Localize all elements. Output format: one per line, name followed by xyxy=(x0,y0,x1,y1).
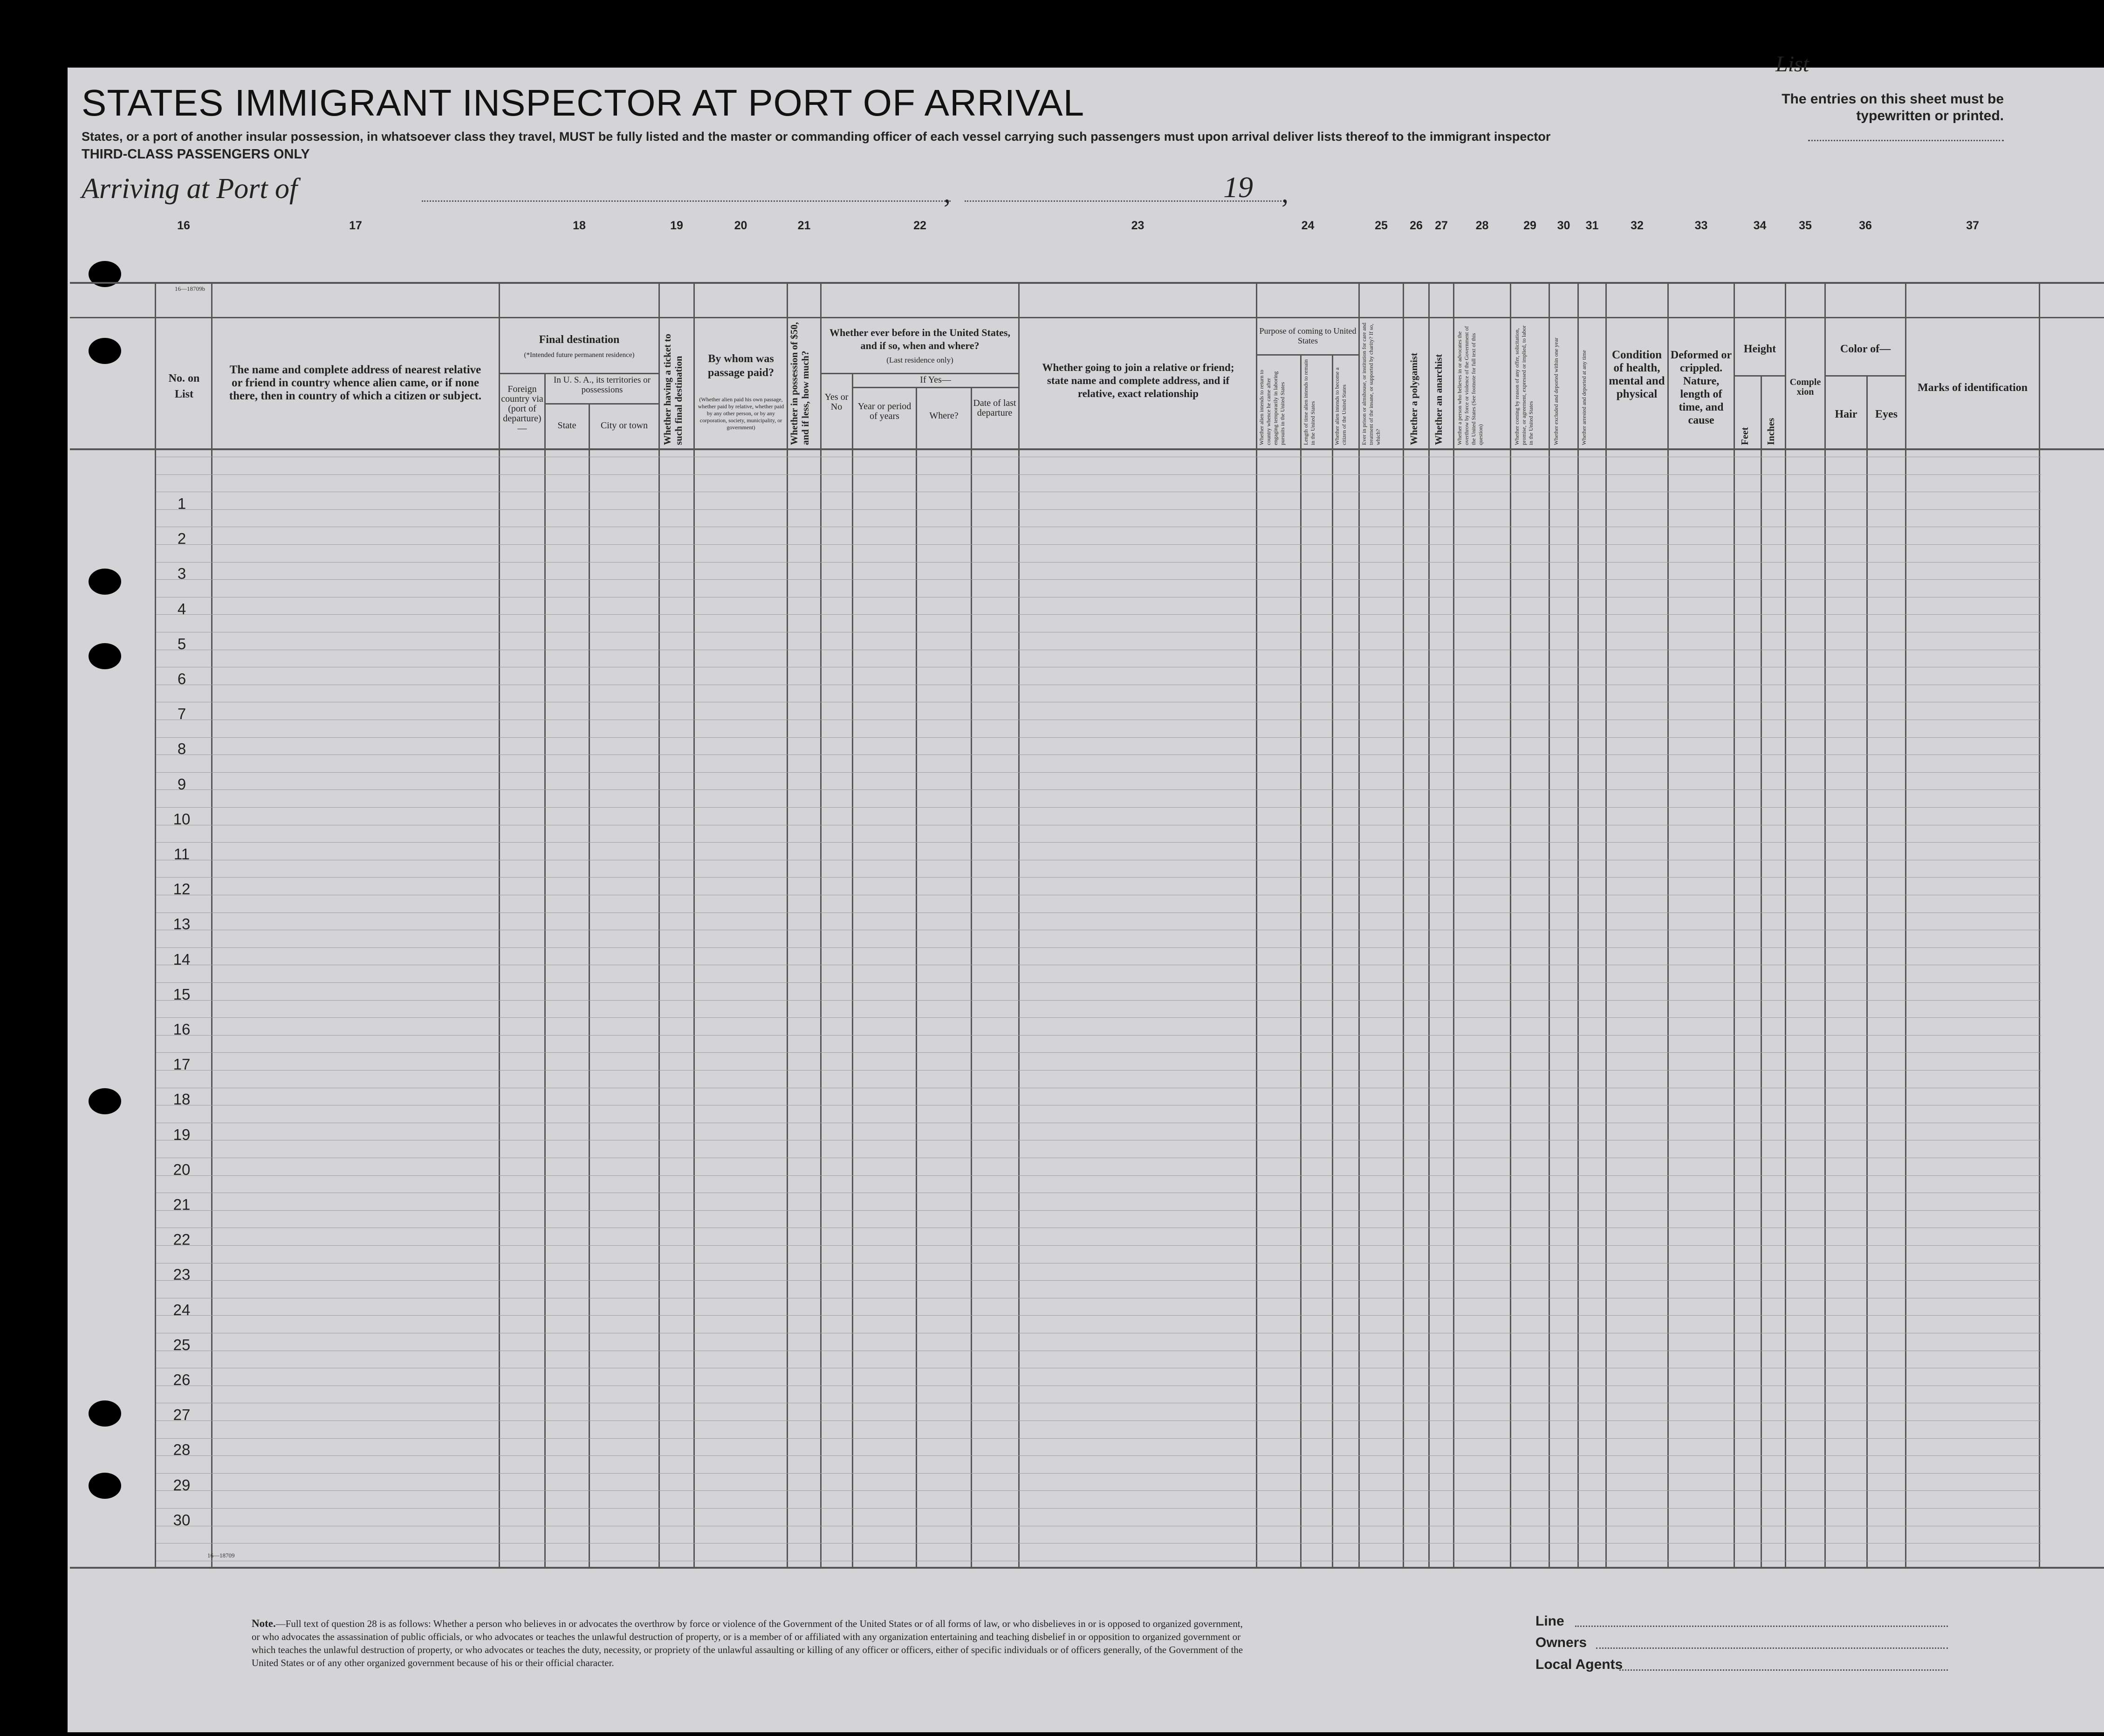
col-num-18: 18 xyxy=(573,219,586,232)
table-bottom-rule xyxy=(70,1567,2104,1569)
ruled-line xyxy=(156,1280,2041,1281)
col-num-21: 21 xyxy=(797,219,811,232)
col-num-24: 24 xyxy=(1301,219,1315,232)
column-divider xyxy=(1824,283,1826,1568)
col-num-28: 28 xyxy=(1475,219,1489,232)
header-prison: Ever in prison or almshouse, or institution for care and treatment of the insane, or supported by charity? If so, which? xyxy=(1361,322,1381,445)
column-divider xyxy=(1428,283,1430,1568)
row-number: 12 xyxy=(173,880,191,898)
column-divider xyxy=(499,283,500,1568)
subheader-rule xyxy=(1734,375,1785,377)
header-join-relative: Whether going to join a relative or friend; state name and complete address, and if relative, exact relationship xyxy=(1042,362,1234,399)
port-field[interactable] xyxy=(422,200,951,202)
header-in-usa: In U. S. A., its territories or possessions xyxy=(554,375,651,395)
header-purpose-return: Whether alien intends to return to country whence he came after engaging temporarily in laboring pursuits in the United States xyxy=(1258,370,1286,445)
table-top-rule xyxy=(70,282,2104,284)
row-number: 22 xyxy=(173,1231,191,1249)
ruled-line xyxy=(156,1245,2041,1246)
header-purpose: Purpose of coming to United States xyxy=(1259,326,1357,345)
header-period: Year or period of years xyxy=(857,401,912,421)
header-where: Where? xyxy=(929,411,959,421)
row-number: 30 xyxy=(173,1511,191,1529)
col-num-29: 29 xyxy=(1523,219,1536,232)
ruled-line xyxy=(156,1052,2041,1053)
header-polygamist: Whether a polygamist xyxy=(1408,353,1419,445)
header-passage-paid: By whom was passage paid? xyxy=(707,353,774,379)
header-final-destination-note: (*Intended future permanent residence) xyxy=(524,351,635,359)
column-divider xyxy=(1785,283,1786,1568)
row-number: 21 xyxy=(173,1196,191,1213)
col-num-25: 25 xyxy=(1375,219,1388,232)
header-eyes: Eyes xyxy=(1875,408,1898,420)
header-bottom-rule xyxy=(70,448,2104,450)
punch-hole xyxy=(89,643,121,669)
column-divider xyxy=(852,373,853,1568)
form-subtitle: States, or a port of another insular possession, in whatsoever class they travel, MUST be fully listed and the master or commanding officer of each vessel carrying such passengers must upon arrival deliver lists thereof to the immigrant inspector xyxy=(82,130,1551,144)
col-num-23: 23 xyxy=(1131,219,1145,232)
form-code-bottom: 16—18709 xyxy=(207,1552,235,1559)
ruled-line xyxy=(156,1490,2041,1491)
col-num-30: 30 xyxy=(1557,219,1570,232)
row-number: 10 xyxy=(173,810,191,828)
row-number: 2 xyxy=(177,530,186,548)
row-number: 13 xyxy=(173,915,191,933)
column-divider xyxy=(1300,354,1302,1568)
ruled-line xyxy=(156,562,2041,563)
column-divider xyxy=(971,387,972,1568)
comma: , xyxy=(1282,178,1288,208)
ruled-line xyxy=(156,1543,2041,1544)
row-number: 27 xyxy=(173,1406,191,1424)
row-number: 7 xyxy=(177,705,186,723)
column-divider xyxy=(1866,375,1868,1568)
header-marks: Marks of identification xyxy=(1918,382,2028,394)
column-divider xyxy=(1667,283,1669,1568)
column-number-rule xyxy=(70,317,2104,318)
column-divider xyxy=(1332,354,1333,1568)
row-number: 1 xyxy=(177,495,186,512)
column-divider xyxy=(787,283,788,1568)
line-label: Line xyxy=(1535,1613,1564,1629)
row-number: 6 xyxy=(177,670,186,687)
header-ticket: Whether having a ticket to such final destination xyxy=(662,334,684,445)
header-deformed: Deformed or crippled. Nature, length of time, and cause xyxy=(1670,349,1732,426)
comma: , xyxy=(944,178,951,208)
header-overthrow: Whether a person who believes in or advocates the overthrow by force or violence of the Government of the United States (See footnote for full text of this question) xyxy=(1456,326,1484,445)
column-divider xyxy=(1510,283,1511,1568)
column-divider xyxy=(211,283,212,1568)
class-line: THIRD-CLASS PASSENGERS ONLY xyxy=(82,147,310,162)
header-color-of: Color of— xyxy=(1840,343,1891,355)
header-anarchist: Whether an anarchist xyxy=(1433,354,1444,445)
header-yes-no: Yes or No xyxy=(824,392,849,412)
header-no-on-list: No. on List xyxy=(168,372,200,400)
row-number: 18 xyxy=(173,1091,191,1108)
column-divider xyxy=(1453,283,1454,1568)
ruled-line xyxy=(156,1438,2041,1439)
column-divider xyxy=(1605,283,1607,1568)
footnote xyxy=(252,1617,1249,1669)
ruled-line xyxy=(156,509,2041,510)
ruled-line xyxy=(156,1035,2041,1036)
row-number: 25 xyxy=(173,1336,191,1353)
col-num-34: 34 xyxy=(1753,219,1767,232)
column-divider xyxy=(2039,283,2040,1568)
ruled-line xyxy=(156,737,2041,738)
ruled-line xyxy=(156,1315,2041,1316)
column-divider xyxy=(544,373,546,1568)
line-field[interactable] xyxy=(1575,1626,1948,1627)
row-number: 8 xyxy=(177,740,186,758)
ruled-line xyxy=(156,982,2041,983)
col-num-20: 20 xyxy=(734,219,747,232)
header-inches: Inches xyxy=(1765,418,1776,445)
row-number: 11 xyxy=(173,845,190,863)
row-number: 24 xyxy=(173,1301,191,1318)
row-number: 14 xyxy=(173,950,191,968)
year-prefix: 19 xyxy=(1223,171,1253,204)
header-state: State xyxy=(557,420,576,431)
header-complexion: Complexion xyxy=(1789,377,1821,397)
header-possession-50: Whether in possession of $50, and if less, how much? xyxy=(788,322,811,445)
form-code: 16—18709b xyxy=(175,285,205,292)
column-divider xyxy=(1577,283,1579,1568)
column-divider xyxy=(1734,283,1735,1568)
row-number: 17 xyxy=(173,1056,191,1073)
col-num-37: 37 xyxy=(1966,219,1979,232)
column-divider xyxy=(916,387,917,1568)
list-note: The entries on this sheet must be typewritten or printed. xyxy=(1782,91,2004,124)
header-excluded: Whether excluded and deported within one year xyxy=(1553,337,1559,445)
column-divider xyxy=(1256,283,1257,1568)
row-number: 4 xyxy=(177,600,186,618)
ruled-line xyxy=(156,789,2041,790)
header-ever-before: Whether ever before in the United States, and if so, when and where? xyxy=(829,327,1010,351)
ruled-line xyxy=(156,474,2041,475)
header-hair: Hair xyxy=(1835,408,1857,420)
column-divider xyxy=(589,403,590,1568)
ruled-line xyxy=(156,1455,2041,1456)
header-nearest-relative: The name and complete address of nearest relative or friend in country whence alien came, or if none there, then in country of which a citizen or subject. xyxy=(229,364,482,402)
col-num-22: 22 xyxy=(913,219,926,232)
col-num-27: 27 xyxy=(1435,219,1448,232)
subheader-rule xyxy=(544,403,659,405)
header-foreign-country: Foreign country via (port of departure)— xyxy=(501,384,543,433)
punch-hole xyxy=(89,338,121,364)
ruled-line xyxy=(156,614,2041,615)
subheader-rule xyxy=(1256,354,1358,356)
punch-hole xyxy=(89,1400,121,1427)
arriving-label: Arriving at Port of xyxy=(82,173,298,205)
ruled-line xyxy=(156,842,2041,843)
row-number: 3 xyxy=(177,565,186,583)
column-divider xyxy=(1403,283,1404,1568)
ruled-line xyxy=(156,1017,2041,1018)
row-number: 23 xyxy=(173,1266,191,1283)
col-num-35: 35 xyxy=(1799,219,1812,232)
subheader-rule xyxy=(499,373,659,374)
column-divider xyxy=(1358,283,1360,1568)
row-number: 15 xyxy=(173,985,191,1003)
footnote-lead: Note. xyxy=(252,1618,276,1629)
col-num-19: 19 xyxy=(670,219,683,232)
row-number: 9 xyxy=(177,775,186,793)
column-divider xyxy=(1018,283,1020,1568)
subheader-rule xyxy=(1824,375,1905,377)
header-feet: Feet xyxy=(1739,427,1750,445)
column-divider xyxy=(693,283,695,1568)
owners-field[interactable] xyxy=(1596,1647,1948,1649)
ruled-line xyxy=(156,579,2041,580)
punch-hole xyxy=(89,1473,121,1499)
row-number: 28 xyxy=(173,1441,191,1459)
row-number: 29 xyxy=(173,1476,191,1494)
header-if-yes: If Yes— xyxy=(920,375,951,385)
local-agents-label: Local Agents xyxy=(1535,1657,1623,1672)
header-arrested: Whether arrested and deported at any time xyxy=(1581,350,1587,445)
ruled-line xyxy=(156,1210,2041,1211)
row-number: 16 xyxy=(173,1021,191,1038)
header-final-destination: Final destination xyxy=(539,334,620,346)
ruled-line xyxy=(156,807,2041,808)
local-agents-field[interactable] xyxy=(1619,1669,1948,1671)
header-purpose-citizen: Whether alien intends to become a citizen of the United States xyxy=(1334,367,1347,445)
column-divider xyxy=(1549,283,1550,1568)
col-num-16: 16 xyxy=(177,219,190,232)
ruled-line xyxy=(156,772,2041,773)
col-num-26: 26 xyxy=(1410,219,1423,232)
row-number: 5 xyxy=(177,635,186,652)
column-divider xyxy=(820,283,822,1568)
ruled-line xyxy=(156,1000,2041,1001)
header-offer-labor: Whether coming by reason of any offer, solicitation, promise, or agreement, expressed or implied, to labor in the United States xyxy=(1514,325,1534,445)
ruled-line xyxy=(156,1420,2041,1421)
col-num-17: 17 xyxy=(349,219,362,232)
ruled-line xyxy=(156,1473,2041,1474)
column-divider xyxy=(1761,375,1762,1568)
column-divider xyxy=(1905,283,1906,1568)
form-title: STATES IMMIGRANT INSPECTOR AT PORT OF ARRIVAL xyxy=(82,82,1085,124)
ruled-line xyxy=(156,877,2041,878)
punch-hole xyxy=(89,569,121,595)
list-label: List xyxy=(1775,52,1809,76)
punch-hole xyxy=(89,1088,121,1114)
ruled-line xyxy=(156,544,2041,545)
ruled-line xyxy=(156,1508,2041,1509)
header-ever-before-note: (Last residence only) xyxy=(886,356,953,364)
row-number: 20 xyxy=(173,1160,191,1178)
header-passage-note: (Whether alien paid his own passage, whether paid by relative, whether paid by any other person, or by any corporation, society, municipality, or government) xyxy=(698,396,784,431)
row-number: 19 xyxy=(173,1125,191,1143)
header-health: Condition of health, mental and physical xyxy=(1609,349,1665,400)
ruled-line xyxy=(156,947,2041,948)
ruled-line xyxy=(156,1175,2041,1176)
subheader-rule xyxy=(852,387,1018,388)
subheader-rule xyxy=(820,373,1018,374)
row-number: 26 xyxy=(173,1371,191,1388)
col-num-33: 33 xyxy=(1694,219,1708,232)
list-field[interactable] xyxy=(1808,140,2004,141)
header-city: City or town xyxy=(600,420,648,431)
col-num-36: 36 xyxy=(1859,219,1872,232)
owners-label: Owners xyxy=(1535,1635,1587,1650)
header-purpose-length: Length of time alien intends to remain in the United States xyxy=(1302,359,1316,445)
header-date-departure: Date of last departure xyxy=(973,398,1016,418)
column-divider xyxy=(658,283,660,1568)
col-num-31: 31 xyxy=(1585,219,1599,232)
col-num-32: 32 xyxy=(1631,219,1644,232)
footnote-text: —Full text of question 28 is as follows: Whether a person who believes in or advocates the overthrow by force or violence of the Government of the United States or of all forms of law, or who disbelieves in or is opposed to organized government, or who advocates the assassination of public officials, or who advocates or teaches the unlawful destruction of property, or is a member of or affiliated with any organization entertaining and teaching disbelief in or opposition to organized government or which teaches the unlawful destruction of property, or who advocates or teaches the duty, necessity, or propriety of the unlawful assaulting or killing of any officer or officers, either of specific individuals or of officers generally, of the Government of the United States or of any other organized government because of his or their official character. xyxy=(252,1618,1243,1668)
header-height: Height xyxy=(1743,343,1776,355)
